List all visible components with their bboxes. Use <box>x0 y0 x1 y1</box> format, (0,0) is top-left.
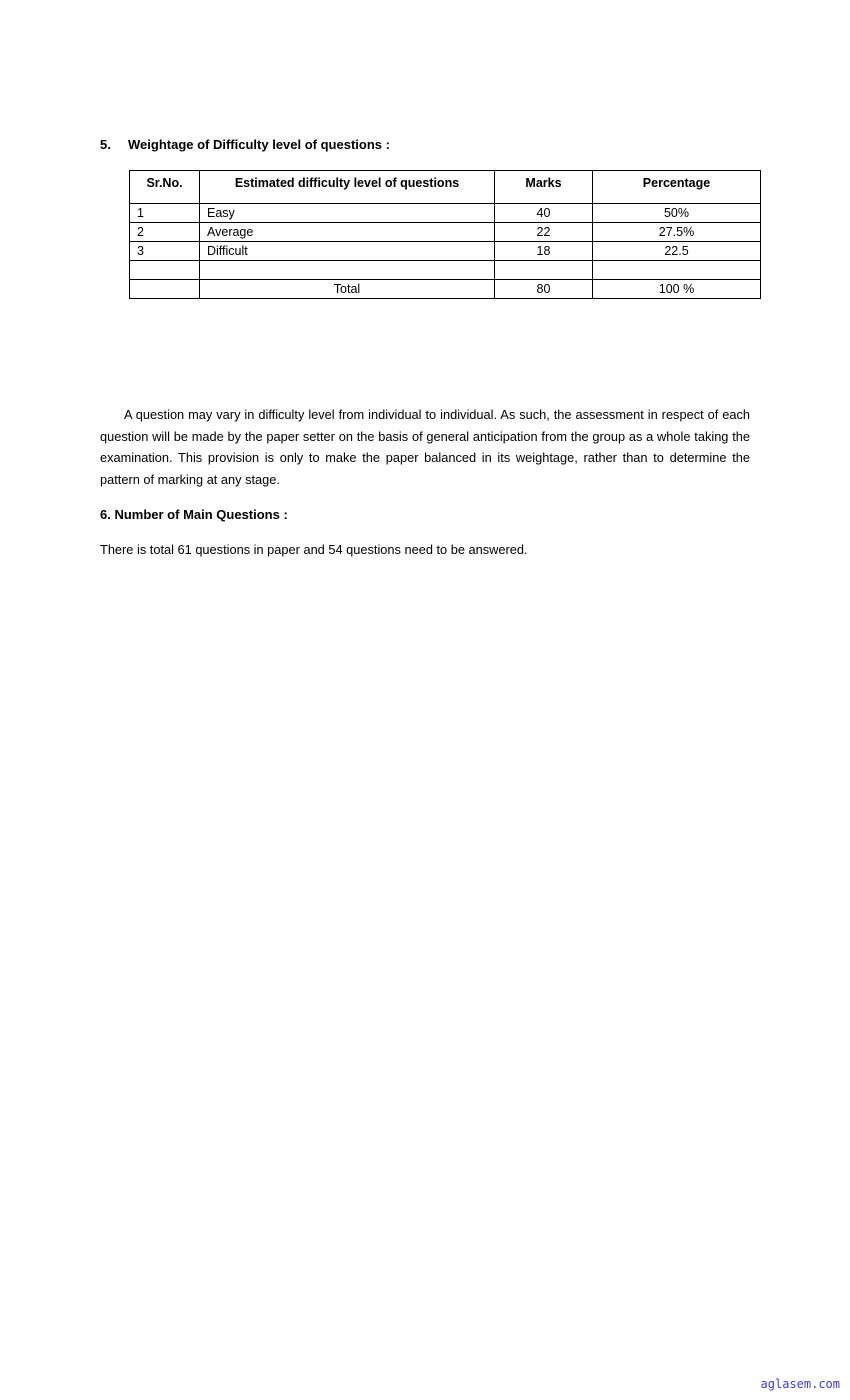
cell-level: Difficult <box>200 242 495 261</box>
section-5-number: 5. <box>100 137 111 152</box>
cell-srno: 3 <box>130 242 200 261</box>
cell-empty <box>200 261 495 280</box>
difficulty-table <box>129 170 761 299</box>
cell-empty <box>130 280 200 299</box>
table-row <box>130 223 761 242</box>
cell-percentage: 22.5 <box>593 242 761 261</box>
section-6-text: There is total 61 questions in paper and 54 questions need to be answered. <box>100 542 528 557</box>
cell-percentage: 50% <box>593 204 761 223</box>
section-6-heading: 6. Number of Main Questions : <box>100 507 288 522</box>
total-marks: 80 <box>495 280 593 299</box>
header-percentage: Percentage <box>593 171 761 204</box>
watermark-link[interactable]: aglasem.com <box>760 1377 840 1391</box>
cell-marks: 40 <box>495 204 593 223</box>
cell-marks: 22 <box>495 223 593 242</box>
cell-percentage: 27.5% <box>593 223 761 242</box>
table-header-row <box>130 171 761 204</box>
cell-empty <box>130 261 200 280</box>
cell-marks: 18 <box>495 242 593 261</box>
section-5-heading <box>100 137 390 152</box>
table-total-row <box>130 280 761 299</box>
total-label: Total <box>200 280 495 299</box>
total-percentage: 100 % <box>593 280 761 299</box>
cell-empty <box>495 261 593 280</box>
header-difficulty-level: Estimated difficulty level of questions <box>200 171 495 204</box>
table-row <box>130 204 761 223</box>
table-row <box>130 242 761 261</box>
header-srno: Sr.No. <box>130 171 200 204</box>
section-5-title: Weightage of Difficulty level of questions : <box>128 137 390 152</box>
header-marks: Marks <box>495 171 593 204</box>
cell-srno: 1 <box>130 204 200 223</box>
difficulty-explanation-paragraph: A question may vary in difficulty level from individual to individual. As such, the assessment in respect of each question will be made by the paper setter on the basis of general anticipation from the group as a whole taking the examination. This provision is only to make the paper balanced in its weightage, rather than to determine the pattern of marking at any stage. <box>100 407 750 487</box>
cell-level: Average <box>200 223 495 242</box>
table-row-empty <box>130 261 761 280</box>
cell-srno: 2 <box>130 223 200 242</box>
cell-level: Easy <box>200 204 495 223</box>
cell-empty <box>593 261 761 280</box>
